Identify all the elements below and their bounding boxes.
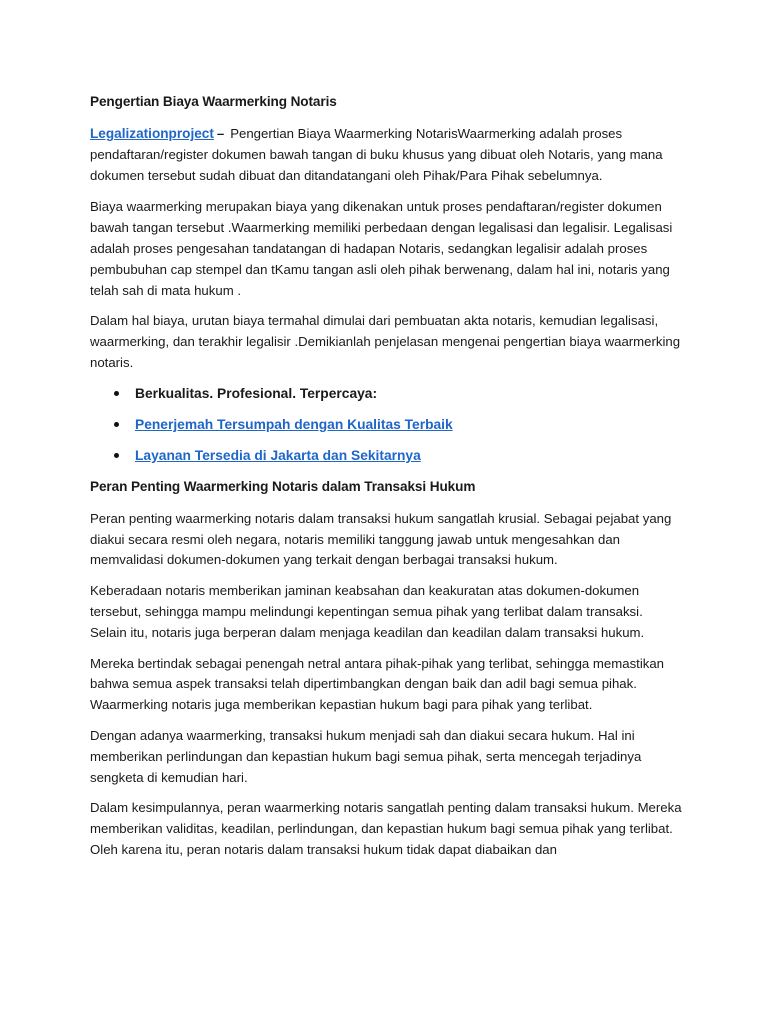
- paragraph-peran-penting: Peran penting waarmerking notaris dalam transaksi hukum sangatlah krusial. Sebagai pejabat yang diakui secara resmi oleh negara, notaris memiliki tanggung jawab untuk mengesahkan dan memvalidasi dokumen-dokumen yang terkait dengan berbagai transaksi hukum.: [90, 510, 672, 568]
- promo-tagline: Berkualitas. Profesional. Terpercaya:: [135, 385, 378, 401]
- promo-list: [90, 384, 682, 466]
- bullet-icon: [114, 422, 119, 427]
- paragraph-biaya-waarmerking: Biaya waarmerking merupakan biaya yang dikenakan untuk proses pendaftaran/register dokumen bawah tangan tersebut .Waarmerking memiliki perbedaan dengan legalisasi dan legalisir. Legalisasi adalah proses pengesahan tandatangan di hadapan Notaris, sedangkan legalisir adalah proses pembubuhan cap stempel dan tKamu tangan asli oleh pihak berwenang, dalam hal ini, notaris yang telah sah di mata hukum .: [90, 199, 673, 298]
- promo-item-penerjemah: [90, 415, 682, 435]
- article-title: Pengertian Biaya Waarmerking Notaris: [90, 94, 337, 109]
- paragraph-keberadaan-notaris: Keberadaan notaris memberikan jaminan keabsahan dan keakuratan atas dokumen-dokumen tersebut, sehingga mampu melindungi kepentingan semua pihak yang terlibat dalam transaksi. Selain itu, notaris juga berperan dalam menjaga keadilan dan keadilan dalam transaksi hukum.: [90, 583, 645, 640]
- legalizationproject-link[interactable]: Legalizationproject: [90, 126, 214, 141]
- paragraph-adanya-waarmerking: Dengan adanya waarmerking, transaksi hukum menjadi sah dan diakui secara hukum. Hal ini memberikan perlindungan dan kepastian hukum bagi semua pihak, serta mencegah terjadinya sengketa di kemudian hari.: [90, 727, 642, 785]
- paragraph-penengah-netral: Mereka bertindak sebagai penengah netral antara pihak-pihak yang terlibat, sehingga memastikan bahwa semua aspek transaksi telah dipertimbangkan dengan baik dan adil bagi semua pihak. Waarmerking notaris juga memberikan kepastian hukum bagi para pihak yang terlibat.: [90, 655, 665, 713]
- promo-item-layanan: [90, 446, 682, 466]
- intro-dash: –: [216, 126, 225, 141]
- intro-paragraph: [90, 124, 682, 186]
- document-page: [90, 92, 682, 871]
- layanan-jakarta-link[interactable]: Layanan Tersedia di Jakarta dan Sekitarnya: [135, 447, 421, 463]
- intro-text: Pengertian Biaya Waarmerking NotarisWaarmerking adalah proses pendaftaran/register dokumen bawah tangan di buku khusus yang dibuat oleh Notaris, yang mana dokumen tersebut sudah dibuat dan ditandatangani oleh Pihak/Para Pihak sebelumnya.: [90, 126, 663, 183]
- promo-item-tagline: [90, 384, 682, 404]
- section-title-peran-penting: Peran Penting Waarmerking Notaris dalam Transaksi Hukum: [90, 478, 476, 494]
- paragraph-kesimpulan: Dalam kesimpulannya, peran waarmerking notaris sangatlah penting dalam transaksi hukum. Mereka memberikan validitas, keadilan, perlindungan, dan kepastian hukum bagi semua pihak yang terlibat. Oleh karena itu, peran notaris dalam transaksi hukum tidak dapat diabaikan dan: [90, 800, 682, 857]
- paragraph-urutan-biaya: Dalam hal biaya, urutan biaya termahal dimulai dari pembuatan akta notaris, kemudian legalisasi, waarmerking, dan terakhir legalisir .Demikianlah penjelasan mengenai pengertian biaya waarmerking notaris.: [90, 313, 681, 370]
- penerjemah-tersumpah-link[interactable]: Penerjemah Tersumpah dengan Kualitas Terbaik: [135, 416, 453, 432]
- bullet-icon: [114, 453, 119, 458]
- bullet-icon: [114, 391, 119, 396]
